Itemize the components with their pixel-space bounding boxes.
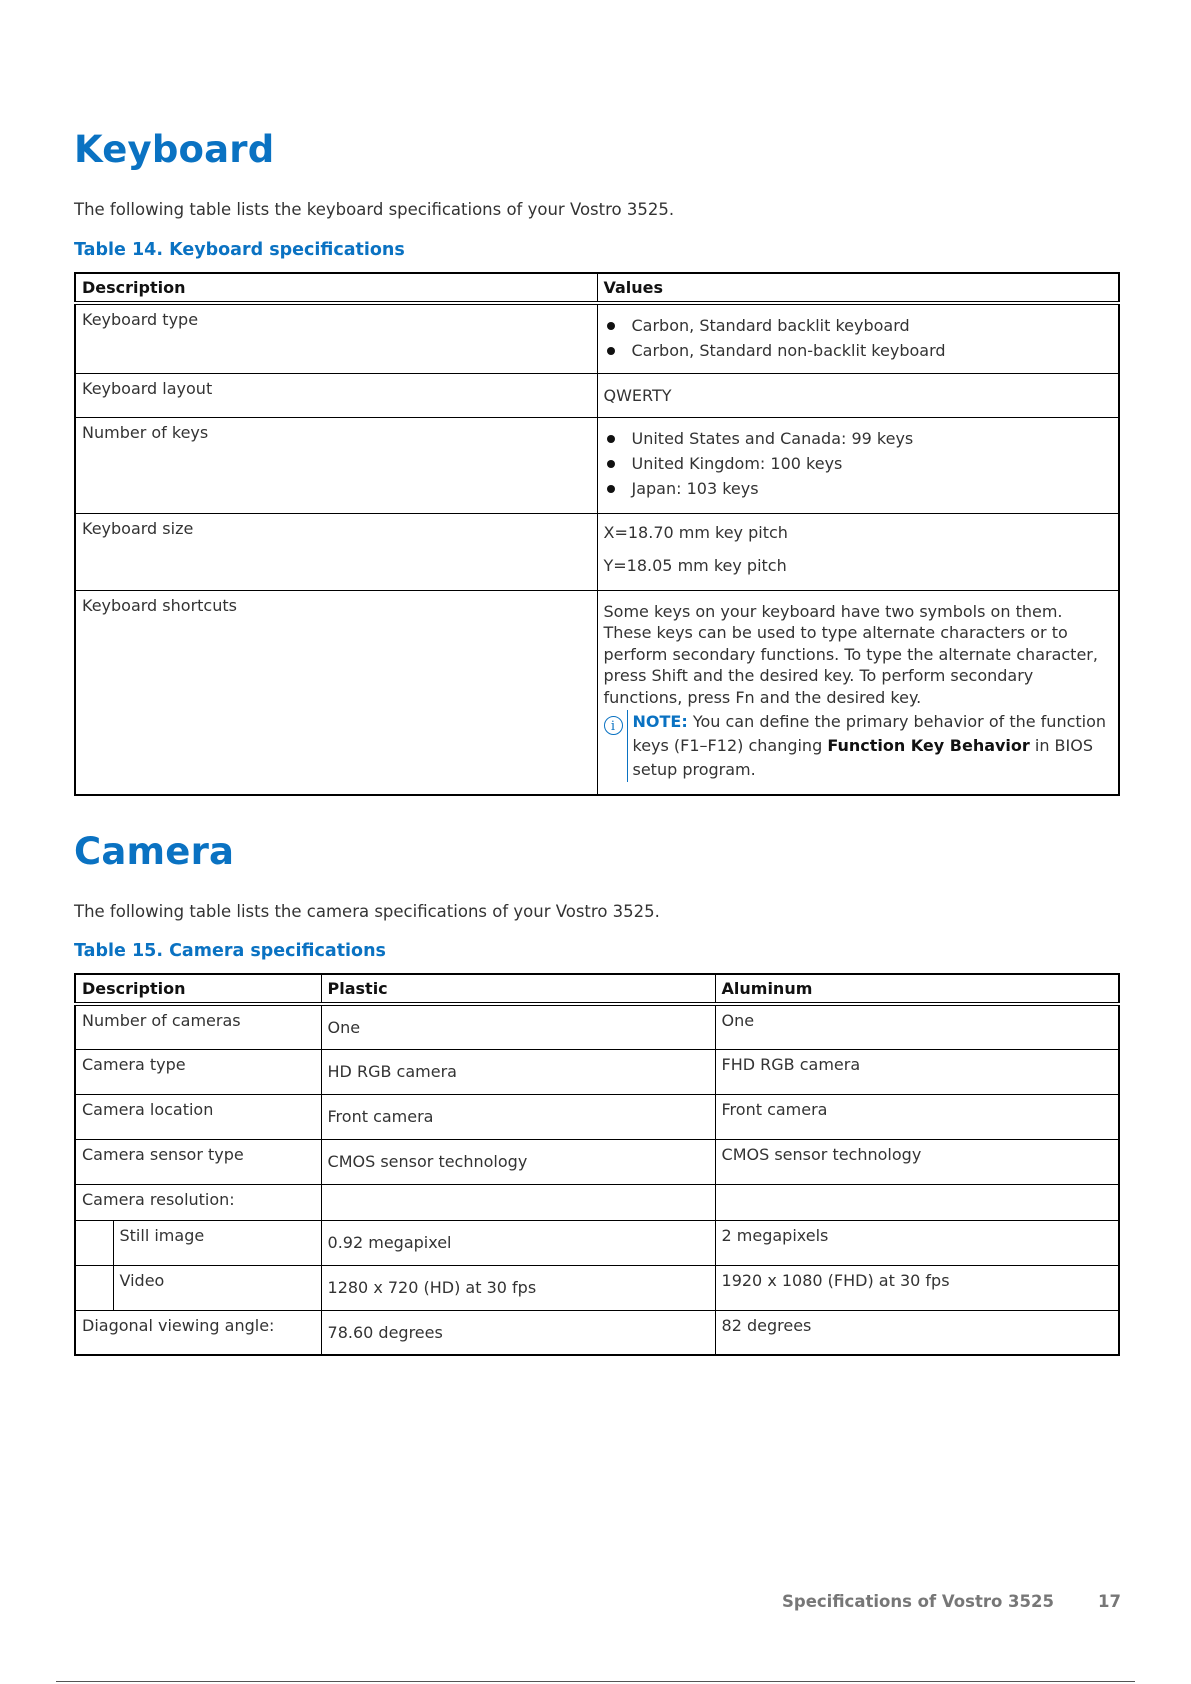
aluminum-value: FHD RGB camera <box>715 1049 1119 1094</box>
camera-heading: Camera <box>74 830 235 873</box>
footer-divider <box>56 1681 1135 1682</box>
note-text: NOTE: You can define the primary behavior of the function keys (F1–F12) changing Function Key Behavior in BIOS setup program. <box>627 710 1113 782</box>
keyboard-heading: Keyboard <box>74 128 275 171</box>
column-header-description: Description <box>75 974 321 1004</box>
list-item: Carbon, Standard non-backlit keyboard <box>604 338 1113 363</box>
list-item: Carbon, Standard backlit keyboard <box>604 313 1113 338</box>
table-row <box>75 1094 1119 1139</box>
aluminum-value: One <box>715 1004 1119 1049</box>
note-block <box>604 710 1113 782</box>
keyboard-type-list <box>604 313 1113 363</box>
table-row <box>75 1184 1119 1220</box>
row-value: QWERTY <box>597 373 1119 417</box>
page-number: 17 <box>1098 1592 1121 1611</box>
row-label: Camera location <box>75 1094 321 1139</box>
camera-spec-table <box>74 973 1120 1356</box>
keyboard-table-caption: Table 14. Keyboard specifications <box>74 240 405 260</box>
aluminum-value: 2 megapixels <box>715 1220 1119 1265</box>
plastic-value: HD RGB camera <box>321 1049 715 1094</box>
plastic-value: Front camera <box>321 1094 715 1139</box>
row-label: Camera sensor type <box>75 1139 321 1184</box>
list-item: United Kingdom: 100 keys <box>604 451 1113 476</box>
aluminum-value: 1920 x 1080 (FHD) at 30 fps <box>715 1265 1119 1310</box>
row-label: Keyboard size <box>75 513 597 590</box>
row-label: Number of cameras <box>75 1004 321 1049</box>
indent-cell <box>75 1265 113 1310</box>
info-icon: i <box>604 716 623 735</box>
note-label: NOTE: <box>632 712 688 731</box>
row-value: X=18.70 mm key pitch <box>603 522 788 542</box>
row-label: Number of keys <box>75 417 597 513</box>
row-value: Y=18.05 mm key pitch <box>603 555 787 575</box>
aluminum-value: CMOS sensor technology <box>715 1139 1119 1184</box>
keyboard-intro: The following table lists the keyboard specifications of your Vostro 3525. <box>74 200 675 219</box>
keyboard-spec-table <box>74 272 1120 796</box>
plastic-value <box>321 1184 715 1220</box>
plastic-value: 78.60 degrees <box>321 1310 715 1355</box>
row-label: Camera type <box>75 1049 321 1094</box>
plastic-value: 0.92 megapixel <box>321 1220 715 1265</box>
column-header-values: Values <box>597 273 1119 303</box>
plastic-value: 1280 x 720 (HD) at 30 fps <box>321 1265 715 1310</box>
aluminum-value <box>715 1184 1119 1220</box>
footer-title: Specifications of Vostro 3525 <box>782 1592 1054 1611</box>
column-header-description: Description <box>75 273 597 303</box>
number-of-keys-list <box>604 426 1113 501</box>
indent-cell <box>75 1220 113 1265</box>
row-label: Diagonal viewing angle: <box>75 1310 321 1355</box>
table-row <box>75 1004 1119 1049</box>
table-row <box>75 513 1119 590</box>
camera-intro: The following table lists the camera specifications of your Vostro 3525. <box>74 902 660 921</box>
shortcuts-description: Some keys on your keyboard have two symbols on them. These keys can be used to type alternate characters or to perform secondary functions. To type the alternate character, press Shift and the desired key. To perform secondary functions, press Fn and the desired key. <box>603 601 1098 707</box>
plastic-value: One <box>321 1004 715 1049</box>
table-row <box>75 1310 1119 1355</box>
row-label: Keyboard layout <box>75 373 597 417</box>
row-label: Keyboard shortcuts <box>75 590 597 795</box>
table-row <box>75 303 1119 373</box>
table-row <box>75 1139 1119 1184</box>
table-row <box>75 1220 1119 1265</box>
table-header-row <box>75 273 1119 303</box>
table-row <box>75 1265 1119 1310</box>
row-label: Still image <box>113 1220 321 1265</box>
table-row <box>75 417 1119 513</box>
plastic-value: CMOS sensor technology <box>321 1139 715 1184</box>
table-row <box>75 590 1119 795</box>
row-label: Video <box>113 1265 321 1310</box>
list-item: Japan: 103 keys <box>604 476 1113 501</box>
column-header-plastic: Plastic <box>321 974 715 1004</box>
table-header-row <box>75 974 1119 1004</box>
row-label: Camera resolution: <box>75 1184 321 1220</box>
table-row <box>75 1049 1119 1094</box>
aluminum-value: 82 degrees <box>715 1310 1119 1355</box>
table-row <box>75 373 1119 417</box>
camera-table-caption: Table 15. Camera specifications <box>74 941 386 961</box>
function-key-behavior-term: Function Key Behavior <box>827 736 1030 755</box>
aluminum-value: Front camera <box>715 1094 1119 1139</box>
column-header-aluminum: Aluminum <box>715 974 1119 1004</box>
row-label: Keyboard type <box>75 303 597 373</box>
list-item: United States and Canada: 99 keys <box>604 426 1113 451</box>
